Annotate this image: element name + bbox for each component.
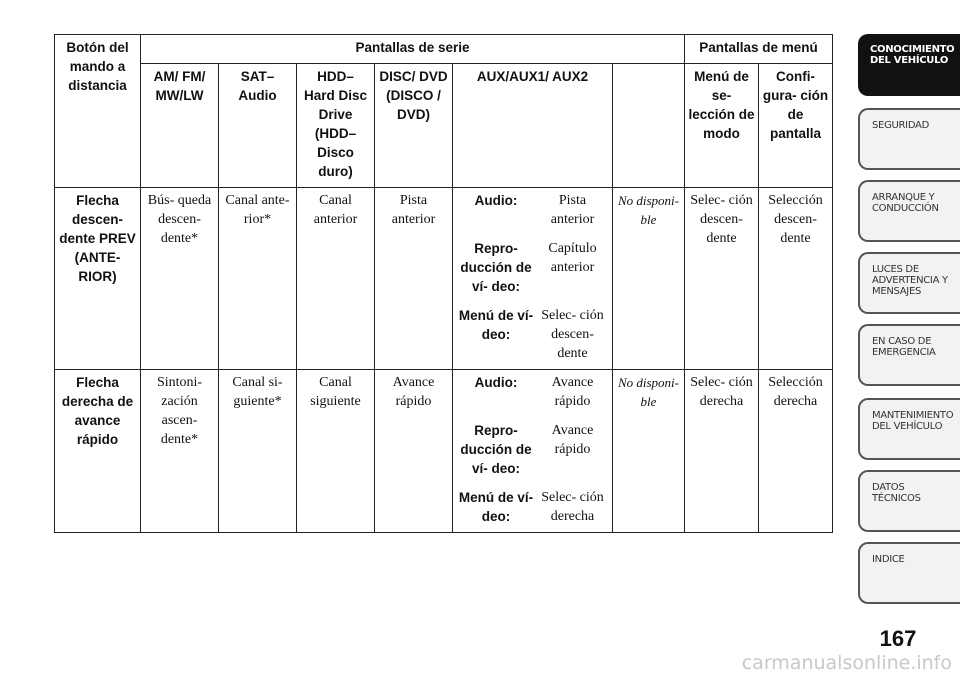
- cell-config: Selección descen- dente: [759, 188, 833, 370]
- cell-disc: Pista anterior: [375, 188, 453, 370]
- aux-audio-label: Audio:: [474, 375, 518, 390]
- tab-mantenimiento[interactable]: MANTENIMIENTO DEL VEHÍCULO: [858, 398, 960, 460]
- aux-repro-label: Repro- ducción de ví- deo:: [460, 423, 532, 476]
- cell-aux: [453, 188, 613, 370]
- aux-menu-value: Selec- ción derecha: [541, 490, 604, 524]
- tab-emergencia[interactable]: EN CASO DE EMERGENCIA: [858, 324, 960, 386]
- subheader-am: AM/ FM/ MW/LW: [141, 64, 219, 188]
- tab-seguridad[interactable]: SEGURIDAD: [858, 108, 960, 170]
- cell-hdd: Canal anterior: [297, 188, 375, 370]
- cell-am: Bús- queda descen- dente*: [141, 188, 219, 370]
- cell-sat: Canal si- guiente*: [219, 370, 297, 533]
- aux-menu-label: Menú de ví- deo:: [458, 308, 534, 342]
- watermark: carmanualsonline.info: [741, 652, 952, 674]
- aux-audio-value: Pista anterior: [550, 193, 595, 227]
- subheader-sat: SAT– Audio: [219, 64, 297, 188]
- tab-arranque[interactable]: ARRANQUE Y CONDUCCIÓN: [858, 180, 960, 242]
- aux-audio-label: Audio:: [474, 193, 518, 208]
- cell-config: Selección derecha: [759, 370, 833, 533]
- tab-luces[interactable]: LUCES DE ADVERTENCIA Y MENSAJES: [858, 252, 960, 314]
- cell-button: Flecha derecha de avance rápido: [55, 370, 141, 533]
- header-menu: Pantallas de menú: [685, 35, 833, 64]
- cell-am: Sintoni- zación ascen- dente*: [141, 370, 219, 533]
- subheader-empty: [613, 64, 685, 188]
- tab-datos[interactable]: DATOS TÉCNICOS: [858, 470, 960, 532]
- aux-menu-value: Selec- ción descen- dente: [541, 308, 604, 361]
- cell-extra: No disponi- ble: [613, 370, 685, 533]
- aux-repro-value: Avance rápido: [551, 423, 594, 457]
- subheader-mode: Menú de se- lección de modo: [685, 64, 759, 188]
- aux-repro-value: Capítulo anterior: [548, 241, 597, 275]
- remote-control-table: [54, 34, 833, 533]
- subheader-disc: DISC/ DVD (DISCO / DVD): [375, 64, 453, 188]
- tab-conocimiento[interactable]: CONOCIMIENTO DEL VEHÍCULO: [858, 34, 960, 96]
- tab-indice[interactable]: INDICE: [858, 542, 960, 604]
- subheader-config: Confi- gura- ción de pantalla: [759, 64, 833, 188]
- page-number: 167: [879, 626, 917, 651]
- aux-audio-value: Avance rápido: [551, 375, 594, 409]
- cell-extra: No disponi- ble: [613, 188, 685, 370]
- subheader-hdd: HDD– Hard Disc Drive (HDD– Disco duro): [297, 64, 375, 188]
- table-row: [55, 370, 833, 533]
- subheader-aux: AUX/AUX1/ AUX2: [453, 64, 613, 188]
- cell-disc: Avance rápido: [375, 370, 453, 533]
- header-serie: Pantallas de serie: [141, 35, 685, 64]
- header-button: Botón del mando a distancia: [55, 35, 141, 188]
- aux-menu-label: Menú de ví- deo:: [458, 490, 534, 524]
- cell-mode: Selec- ción descen- dente: [685, 188, 759, 370]
- cell-aux: [453, 370, 613, 533]
- table-row: [55, 188, 833, 370]
- cell-sat: Canal ante- rior*: [219, 188, 297, 370]
- cell-hdd: Canal siguiente: [297, 370, 375, 533]
- cell-mode: Selec- ción derecha: [685, 370, 759, 533]
- cell-button: Flecha descen- dente PREV (ANTE- RIOR): [55, 188, 141, 370]
- aux-repro-label: Repro- ducción de ví- deo:: [460, 241, 532, 294]
